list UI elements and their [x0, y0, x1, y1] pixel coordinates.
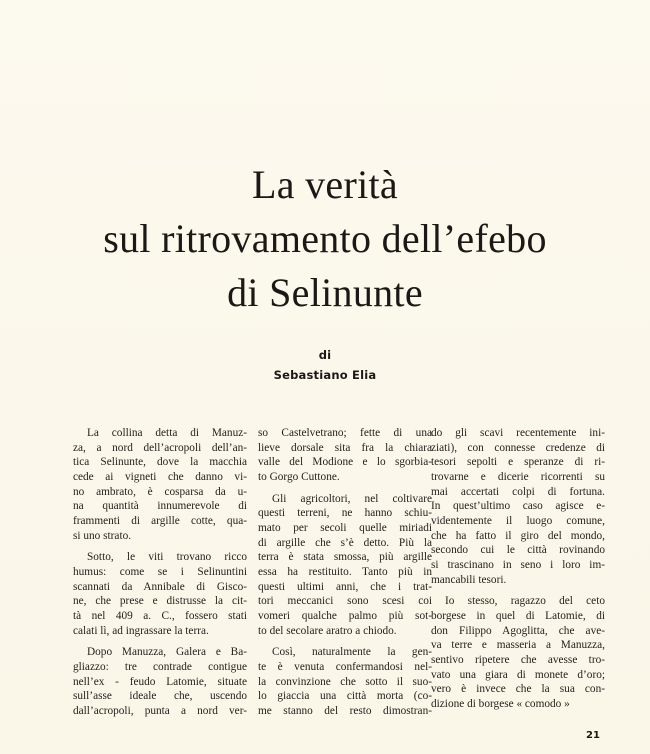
- text-line: questi ultimi anni, che i trat-: [258, 580, 432, 593]
- text-column-1: [73, 426, 247, 718]
- text-line: scannati da Annibale di Gisco-: [73, 580, 247, 593]
- text-line: la convinzione che sotto il suo-: [258, 675, 432, 688]
- text-line: tà nel 409 a. C., fossero stati: [73, 609, 247, 622]
- text-line: questi terreni, ne hanno schiu-: [258, 507, 432, 520]
- text-line: tesori sepolti e speranze di ri-: [431, 456, 605, 469]
- text-line: to del secolare aratro a chiodo.: [258, 624, 397, 637]
- text-line: cede ai vigneti che danno vi-: [73, 470, 247, 483]
- text-line: si trascinano in seno i loro im-: [431, 558, 605, 571]
- text-line: do gli scavi recentemente ini-: [431, 427, 605, 439]
- text-line: vato una giara di monete d’oro;: [431, 668, 605, 681]
- text-line: vero è invece che la sua con-: [431, 683, 605, 696]
- title-line-3: di Selinunte: [227, 270, 423, 315]
- text-line: ziati), con connesse credenze di: [431, 441, 605, 454]
- paragraph-gap: [73, 543, 247, 550]
- paragraph-gap: [258, 485, 432, 492]
- text-line: ne, che prese e distrusse la cit-: [73, 595, 247, 608]
- text-line: gliazzo: tre contrade contigue: [73, 660, 247, 673]
- title-line-1: La verità: [252, 162, 398, 207]
- paragraph-gap: [258, 638, 432, 645]
- text-column-2: [258, 426, 432, 718]
- text-line: La collina detta di Manuz-: [87, 427, 247, 439]
- paragraph: [258, 492, 432, 639]
- text-line: Così, naturalmente la gen-: [272, 646, 432, 659]
- text-line: frammenti di argille cotte, qua-: [73, 514, 247, 527]
- text-line: terra è stata smossa, più argille: [258, 551, 432, 564]
- text-line: Sotto, le viti trovano ricco: [87, 551, 247, 564]
- text-line: nell’ex - feudo Latomie, situate: [73, 675, 247, 688]
- text-column-3: [431, 426, 605, 711]
- paragraph-gap: [73, 638, 247, 645]
- article-title: [0, 158, 650, 320]
- paragraph: [258, 645, 432, 718]
- text-line: humus: come se i Selinuntini: [73, 565, 247, 578]
- paragraph: [258, 426, 432, 485]
- text-line: na quantità innumerevole di: [73, 500, 247, 513]
- text-line: dizione di borgese « comodo »: [431, 697, 570, 710]
- text-line: tori meccanici sono scesi coi: [258, 595, 432, 608]
- text-line: lieve dorsale sita fra la chiara: [258, 441, 432, 454]
- text-line: to Gorgo Cuttone.: [258, 470, 340, 483]
- text-line: lo giaccia una città morta (co-: [258, 690, 432, 703]
- text-line: so Castelvetrano; fette di una: [258, 427, 432, 439]
- text-line: calati lì, ad ingrassare la terra.: [73, 624, 209, 637]
- text-line: sentivo ripetere che avesse tro-: [431, 653, 605, 666]
- paragraph-gap: [431, 587, 605, 594]
- page-number: 21: [586, 730, 600, 741]
- paragraph: [73, 426, 247, 543]
- text-line: Dopo Manuzza, Galera e Ba-: [87, 646, 247, 659]
- text-line: za, a nord dell’acropoli dell’an-: [73, 441, 247, 454]
- text-line: mai accertati colpi di fortuna.: [431, 485, 605, 498]
- paragraph: [431, 426, 605, 587]
- text-line: mato per secoli quelle miriadi: [258, 521, 432, 534]
- text-line: Io stesso, ragazzo del ceto: [445, 595, 605, 608]
- author-name: Sebastiano Elia: [273, 368, 377, 382]
- byline: [0, 345, 650, 385]
- text-line: dall’acropoli, punta a nord ver-: [73, 704, 247, 717]
- text-line: che ha fatto il giro del mondo,: [431, 529, 605, 542]
- text-line: essa ha restituito. Tanto più in: [258, 565, 432, 578]
- title-line-2: sul ritrovamento dell’efebo: [103, 216, 547, 261]
- paragraph: [73, 645, 247, 718]
- text-line: tica Selinunte, dove la macchia: [73, 456, 247, 469]
- text-line: In quest’ultimo caso agisce e-: [431, 500, 605, 513]
- text-line: te è venuta confermandosi nel-: [258, 660, 432, 673]
- byline-prefix: di: [318, 348, 332, 362]
- text-line: vomeri qualche palmo più sot-: [258, 609, 432, 622]
- text-line: va terre e masseria a Manuzza,: [431, 639, 605, 652]
- text-line: me stanno del resto dimostran-: [258, 704, 432, 717]
- text-line: trovarne e dicerie ricorrenti su: [431, 470, 605, 483]
- text-line: borgese in quel di Latomie, di: [431, 609, 605, 622]
- text-line: videntemente il luogo comune,: [431, 514, 605, 527]
- text-line: Gli agricoltori, nel coltivare: [272, 492, 432, 505]
- text-line: di argille che s’è detto. Più la: [258, 536, 432, 549]
- text-line: sull’asse ideale che, uscendo: [73, 690, 247, 703]
- text-line: mancabili tesori.: [431, 573, 507, 586]
- text-line: don Filippo Agoglitta, che ave-: [431, 624, 605, 637]
- text-line: si uno strato.: [73, 529, 132, 542]
- paragraph: [431, 594, 605, 711]
- text-line: valle del Modione e lo sgorbia-: [258, 456, 432, 469]
- text-line: no ambrato, è cosparsa da u-: [73, 485, 247, 498]
- paragraph: [73, 550, 247, 638]
- text-line: secondo cui le città rovinando: [431, 544, 605, 557]
